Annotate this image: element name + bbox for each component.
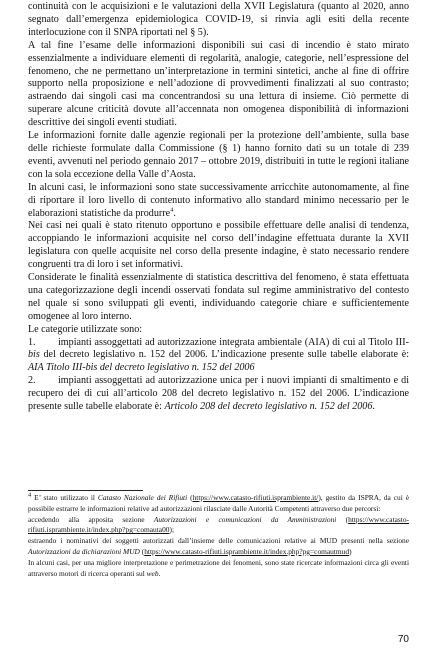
- footnote-text: ): [349, 546, 352, 556]
- footnote-marker: 4: [28, 491, 32, 499]
- paragraph-trend-analysis: Nei casi nei quali è stato ritenuto opportuno e possibile effettuare delle analisi di tendenza, accoppiando le informazioni acquisite nel corso dell’indagine effettuata durante la XVII legislatura con quelle acquisite nel corso della presente indagine, è stato necessario rendere congruenti tra di loro i set informativi.: [28, 220, 409, 271]
- footnote-text: In alcuni casi, per una migliore interpretazione e perimetrazione dei fenomeni, sono state ricercate informazioni circa gli eventi attraverso motori di ricerca operanti sul: [28, 557, 409, 578]
- paragraph-enrichment-text: In alcuni casi, le informazioni sono state successivamente arricchite autonomamente, al fine di riportare il loro livello di contenuto informativo allo standard minimo necessario per le elaborazioni statistiche da produrre: [28, 181, 409, 219]
- list-item-italic: bis: [28, 349, 40, 361]
- footnote-line: [28, 493, 409, 515]
- paragraph-aim: A tal fine l’esame delle informazioni disponibili sui casi di incendio è stato mirato essenzialmente a individuare elementi di regolarità, analogie, categorie, nell’espressione del fenomeno, che ne permettano un’interpretazione in termini sintetici, anche al fine di offrire supporto nella proposizione e nell’adozione di provvedimenti finalizzati al suo contrasto; astraendo dai singoli casi ma concentrandosi su una lettura di insieme. Ciò permette di superare alcune criticità dovute all’accennata non omogenea disponibilità di informazioni descrittive dei singoli eventi studiati.: [28, 39, 409, 129]
- page-number: 70: [397, 634, 409, 645]
- footnote-text: estraendo i nominativi dei soggetti autorizzati dall’insieme delle comunicazioni relative ai MUD presenti nella sezione: [28, 536, 409, 546]
- paragraph-categories-intro: Le categorie utilizzate sono:: [28, 323, 143, 335]
- footnote-text: (: [336, 514, 349, 524]
- list-item-end: .: [372, 401, 375, 413]
- footnote-line: [28, 536, 409, 558]
- paragraph-enrichment-end: .: [173, 207, 176, 219]
- footnote-separator: [28, 490, 143, 491]
- footnote-text: E’ stato utilizzato il: [31, 493, 98, 502]
- footnotes: [28, 493, 409, 579]
- paragraph-enrichment: [28, 182, 409, 221]
- footnote-italic: Autorizzazioni da dichiarazioni MUD: [28, 546, 140, 556]
- list-item-text: impianti assoggettati ad autorizzazione integrata ambientale (AIA) di cui al Titolo III-: [58, 336, 409, 348]
- footnote-reference[interactable]: 4: [170, 206, 174, 214]
- body-text: [28, 1, 409, 414]
- footnote-text: );: [169, 525, 174, 535]
- footnote-text: accedendo alla apposita sezione: [28, 514, 154, 524]
- footnote-italic: Catasto Nazionale dei Rifiuti: [97, 493, 188, 502]
- list-item-text: impianti assoggettati ad autorizzazione unica per i nuovi impianti di smaltimento e di recupero dei di cui all’articolo 208 del decreto legislativo n. 152 del 2006. L’indicazione presente sulle tabelle elaborate è:: [28, 375, 409, 413]
- footnote-line: [28, 558, 409, 580]
- list-item-label: AIA Titolo III-bis del decreto legislativo n. 152 del 2006: [28, 362, 255, 374]
- footnote-text: (: [139, 546, 145, 556]
- paragraph-agencies-data: Le informazioni fornite dalle agenzie regionali per la protezione dell’ambiente, sulla base delle richieste formulate dalla Commissione (§ 1) hanno fornito dati su un totale di 239 eventi, avvenuti nel periodo gennaio 2017 – ottobre 2019, distribuiti in tutte le regioni italiane con la sola eccezione della Valle d’Aosta.: [28, 130, 409, 180]
- list-item-art208: [28, 375, 409, 414]
- list-item-number: 2.: [28, 375, 36, 387]
- footnote-text: (: [187, 493, 193, 502]
- paragraph-categorization: Considerate le finalità essenzialmente di statistica descrittiva del fenomeno, è stata effettuata una categorizzazione degli incendi osservati fondata sul regime amministrativo del contesto nel quale si sono sviluppati gli eventi, individuando categorie chiare e sufficientemente omogenee al loro interno.: [28, 272, 409, 322]
- list-item-text: del decreto legislativo n. 152 del 2006. L’indicazione presente sulle tabelle elaborate è:: [39, 349, 409, 361]
- comautmud-link[interactable]: https://www.catasto-rifiuti.isprambiente.it/index.php?pg=comautmud: [144, 546, 350, 556]
- list-item-aia: [28, 337, 409, 376]
- footnote-line: [28, 515, 409, 537]
- paragraph-continuation: continuità con le acquisizioni e le valutazioni della XVII Legislatura (quanto al 2020, anno segnato dall’emergenza epidemiologica COVID-19, si rinvia agli esiti della recente interlocuzione con il SNPA riportati nel § 5).: [28, 1, 409, 38]
- footnote-italic: web: [146, 568, 159, 578]
- catasto-link[interactable]: https://www.catasto-rifiuti.isprambiente.it/: [192, 493, 319, 502]
- list-item-label: Articolo 208 del decreto legislativo n. 152 del 2006: [164, 401, 373, 413]
- footnote-text: ), gestito da ISPRA, da cui è possibile estrarre le informazioni relative ad autorizzazioni rilasciate dalle Autorità Competenti attraverso due percorsi:: [28, 493, 409, 513]
- footnote-italic: Autorizzazioni e comunicazioni da Amministrazioni: [153, 514, 337, 524]
- list-item-number: 1.: [28, 336, 36, 348]
- comauta-link[interactable]: https://www.catasto-rifiuti.isprambiente.it/index.php?pg=comauta00: [28, 514, 410, 535]
- footnote-text: .: [158, 568, 161, 578]
